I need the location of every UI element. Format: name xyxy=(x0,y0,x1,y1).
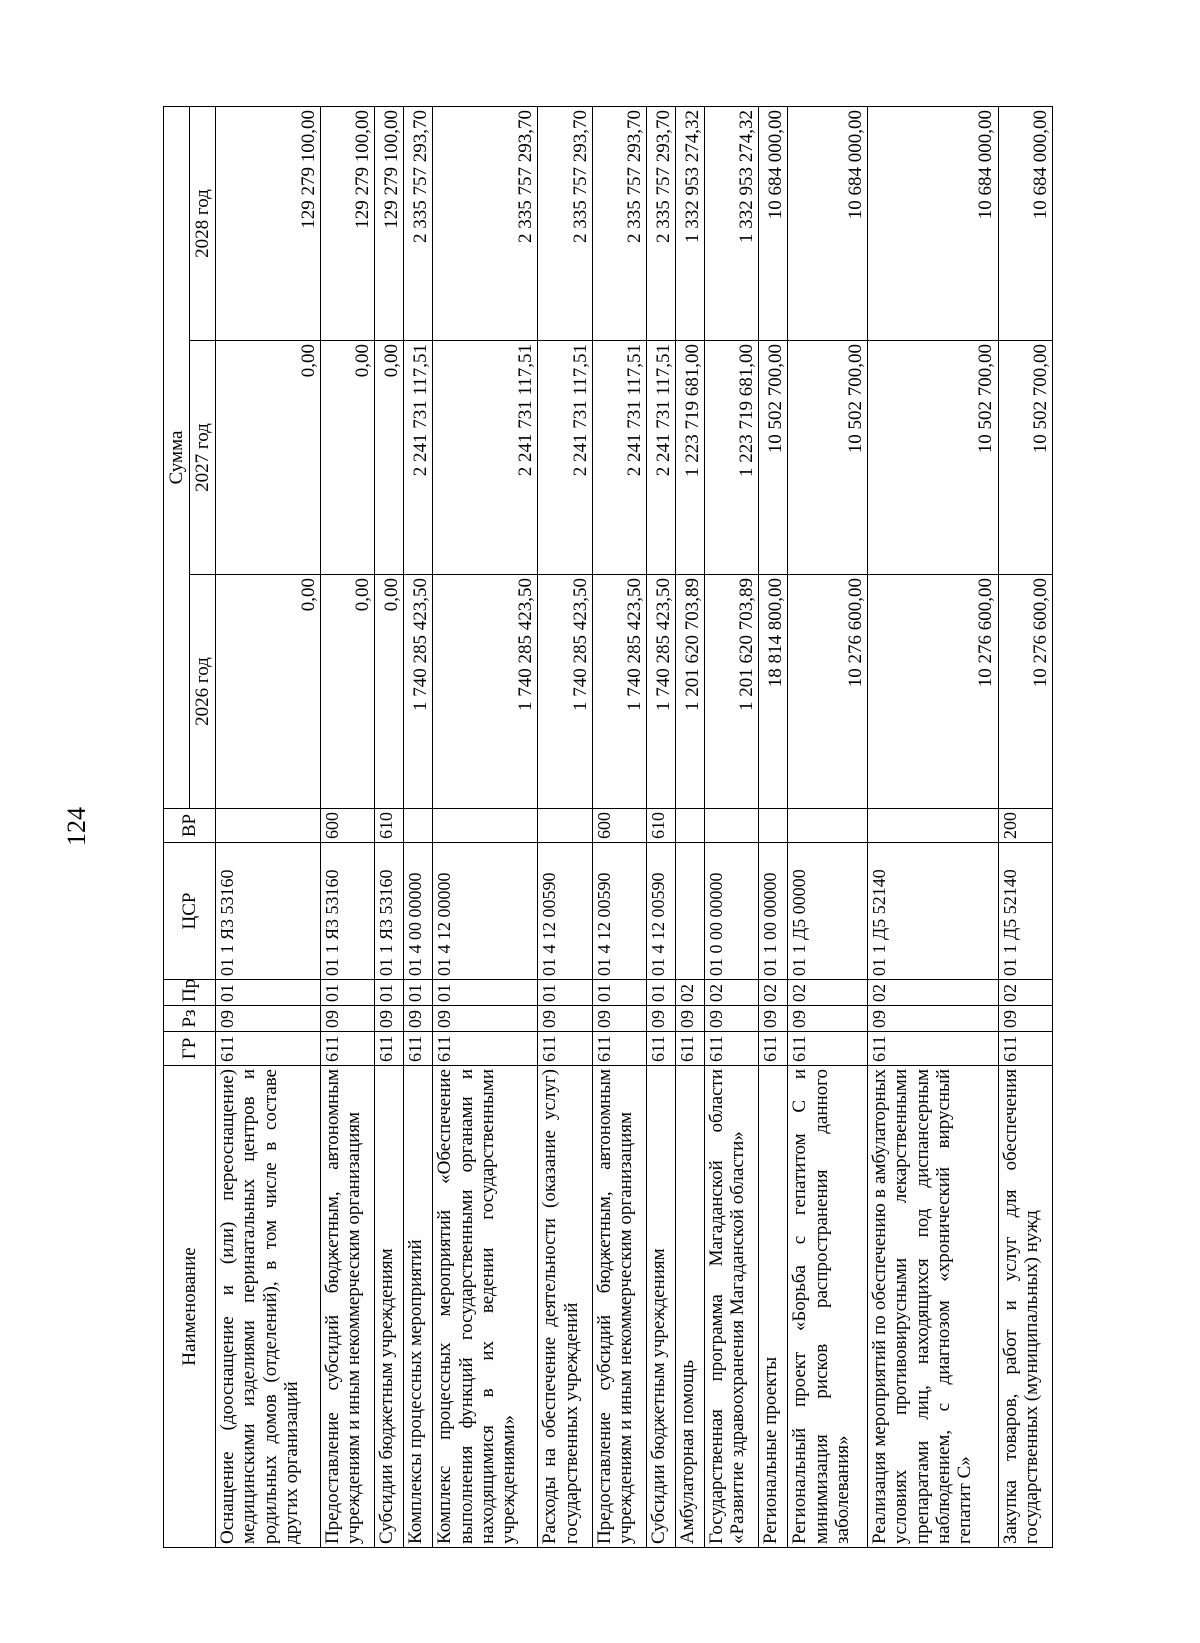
row-rz: 09 xyxy=(216,1006,321,1032)
row-2026: 0,00 xyxy=(321,575,375,809)
row-csr: 01 4 12 00000 xyxy=(433,843,538,980)
row-2026: 0,00 xyxy=(216,575,321,809)
row-2026: 1 740 285 423,50 xyxy=(538,575,592,809)
row-2028: 10 684 000,00 xyxy=(788,106,868,340)
row-2028: 129 279 100,00 xyxy=(321,106,375,340)
row-gr: 611 xyxy=(676,1032,705,1066)
row-name: Расходы на обеспечение деятельности (оказание услуг) государственных учреждений xyxy=(538,1066,592,1548)
row-rz: 09 xyxy=(788,1006,868,1032)
row-2026: 1 740 285 423,50 xyxy=(404,575,433,809)
row-vr: 200 xyxy=(998,809,1052,843)
row-csr: 01 4 12 00590 xyxy=(538,843,592,980)
row-2026: 1 740 285 423,50 xyxy=(433,575,538,809)
row-csr: 01 4 12 00590 xyxy=(647,843,676,980)
row-2026: 10 276 600,00 xyxy=(868,575,998,809)
row-csr: 01 1 Я3 53160 xyxy=(216,843,321,980)
row-rz: 09 xyxy=(676,1006,705,1032)
row-pr: 01 xyxy=(647,980,676,1006)
row-2027: 10 502 700,00 xyxy=(788,341,868,575)
row-name: Субсидии бюджетным учреждениям xyxy=(647,1066,676,1548)
row-2028: 2 335 757 293,70 xyxy=(592,106,646,340)
row-name: Региональный проект «Борьба с гепатитом С и минимизация рисков распространения данного заболевания» xyxy=(788,1066,868,1548)
header-2026: 2026 год xyxy=(190,575,216,809)
row-vr xyxy=(705,809,759,843)
row-vr xyxy=(759,809,788,843)
row-2027: 1 223 719 681,00 xyxy=(705,341,759,575)
row-2026: 18 814 800,00 xyxy=(759,575,788,809)
budget-table xyxy=(163,106,1053,1548)
table-row xyxy=(321,106,375,1547)
row-gr: 611 xyxy=(998,1032,1052,1066)
table-row xyxy=(998,106,1052,1547)
row-pr: 02 xyxy=(676,980,705,1006)
row-name: Предоставление субсидий бюджетным, автономным учреждениям и иным некоммерческим организациям xyxy=(592,1066,646,1548)
row-gr: 611 xyxy=(868,1032,998,1066)
row-gr: 611 xyxy=(375,1032,404,1066)
row-vr xyxy=(433,809,538,843)
row-rz: 09 xyxy=(759,1006,788,1032)
row-gr: 611 xyxy=(321,1032,375,1066)
table-row xyxy=(538,106,592,1547)
row-pr: 02 xyxy=(868,980,998,1006)
table-row xyxy=(676,106,705,1547)
header-vr: ВР xyxy=(164,809,216,843)
row-2027: 2 241 731 117,51 xyxy=(592,341,646,575)
row-name: Комплекс процессных мероприятий «Обеспечение выполнения функций государственными органами и находящимися в их ведении государственными учреждениями» xyxy=(433,1066,538,1548)
row-2027: 2 241 731 117,51 xyxy=(647,341,676,575)
row-name: Субсидии бюджетным учреждениям xyxy=(375,1066,404,1548)
row-2027: 2 241 731 117,51 xyxy=(538,341,592,575)
row-vr: 600 xyxy=(592,809,646,843)
row-name: Комплексы процессных мероприятий xyxy=(404,1066,433,1548)
row-2027: 10 502 700,00 xyxy=(998,341,1052,575)
row-gr: 611 xyxy=(433,1032,538,1066)
row-rz: 09 xyxy=(868,1006,998,1032)
row-vr xyxy=(788,809,868,843)
header-2027: 2027 год xyxy=(190,341,216,575)
row-pr: 02 xyxy=(788,980,868,1006)
row-name: Региональные проекты xyxy=(759,1066,788,1548)
row-2028: 2 335 757 293,70 xyxy=(433,106,538,340)
row-2028: 2 335 757 293,70 xyxy=(538,106,592,340)
row-name: Амбулаторная помощь xyxy=(676,1066,705,1548)
row-2028: 1 332 953 274,32 xyxy=(705,106,759,340)
row-2027: 2 241 731 117,51 xyxy=(404,341,433,575)
header-gr: ГР xyxy=(164,1032,216,1066)
row-pr: 02 xyxy=(998,980,1052,1006)
row-vr: 610 xyxy=(647,809,676,843)
row-pr: 01 xyxy=(216,980,321,1006)
row-2027: 0,00 xyxy=(375,341,404,575)
row-2028: 10 684 000,00 xyxy=(759,106,788,340)
row-gr: 611 xyxy=(216,1032,321,1066)
row-csr xyxy=(676,843,705,980)
row-2028: 1 332 953 274,32 xyxy=(676,106,705,340)
row-rz: 09 xyxy=(705,1006,759,1032)
row-2028: 10 684 000,00 xyxy=(998,106,1052,340)
row-rz: 09 xyxy=(375,1006,404,1032)
row-2027: 2 241 731 117,51 xyxy=(433,341,538,575)
row-2026: 1 740 285 423,50 xyxy=(592,575,646,809)
row-pr: 02 xyxy=(759,980,788,1006)
row-vr xyxy=(676,809,705,843)
table-row xyxy=(216,106,321,1547)
header-2028: 2028 год xyxy=(190,106,216,340)
row-csr: 01 1 Д5 52140 xyxy=(868,843,998,980)
table-row xyxy=(788,106,868,1547)
header-csr: ЦСР xyxy=(164,843,216,980)
table-row xyxy=(759,106,788,1547)
row-rz: 09 xyxy=(433,1006,538,1032)
row-pr: 02 xyxy=(705,980,759,1006)
row-2028: 129 279 100,00 xyxy=(375,106,404,340)
table-row xyxy=(404,106,433,1547)
row-2027: 10 502 700,00 xyxy=(759,341,788,575)
row-name: Реализация мероприятий по обеспечению в амбулаторных условиях противовирусными лекарственными препаратами лиц, находящихся под диспансерным наблюдением, с диагнозом «хронический вирусный гепатит С» xyxy=(868,1066,998,1548)
row-csr: 01 4 12 00590 xyxy=(592,843,646,980)
row-gr: 611 xyxy=(759,1032,788,1066)
header-pr: Пр xyxy=(164,980,216,1006)
row-2027: 10 502 700,00 xyxy=(868,341,998,575)
row-2026: 10 276 600,00 xyxy=(998,575,1052,809)
row-2028: 10 684 000,00 xyxy=(868,106,998,340)
row-gr: 611 xyxy=(647,1032,676,1066)
table-row xyxy=(705,106,759,1547)
row-pr: 01 xyxy=(538,980,592,1006)
row-gr: 611 xyxy=(538,1032,592,1066)
row-pr: 01 xyxy=(592,980,646,1006)
row-2028: 129 279 100,00 xyxy=(216,106,321,340)
row-2026: 1 201 620 703,89 xyxy=(676,575,705,809)
row-csr: 01 1 00 00000 xyxy=(759,843,788,980)
row-pr: 01 xyxy=(375,980,404,1006)
row-csr: 01 1 Я3 53160 xyxy=(321,843,375,980)
row-rz: 09 xyxy=(538,1006,592,1032)
row-2026: 10 276 600,00 xyxy=(788,575,868,809)
row-vr: 610 xyxy=(375,809,404,843)
row-2028: 2 335 757 293,70 xyxy=(647,106,676,340)
row-2026: 0,00 xyxy=(375,575,404,809)
row-2028: 2 335 757 293,70 xyxy=(404,106,433,340)
header-sum: Сумма xyxy=(164,106,190,808)
row-2027: 0,00 xyxy=(321,341,375,575)
row-rz: 09 xyxy=(998,1006,1052,1032)
row-name: Закупка товаров, работ и услуг для обеспечения государственных (муниципальных) нужд xyxy=(998,1066,1052,1548)
table-row xyxy=(433,106,538,1547)
row-2027: 0,00 xyxy=(216,341,321,575)
row-name: Государственная программа Магаданской области «Развитие здравоохранения Магаданской области» xyxy=(705,1066,759,1548)
row-csr: 01 1 Д5 00000 xyxy=(788,843,868,980)
row-csr: 01 1 Д5 52140 xyxy=(998,843,1052,980)
row-rz: 09 xyxy=(321,1006,375,1032)
row-pr: 01 xyxy=(321,980,375,1006)
row-vr xyxy=(538,809,592,843)
row-gr: 611 xyxy=(592,1032,646,1066)
row-csr: 01 1 Я3 53160 xyxy=(375,843,404,980)
row-csr: 01 0 00 00000 xyxy=(705,843,759,980)
row-vr xyxy=(216,809,321,843)
row-name: Предоставление субсидий бюджетным, автономным учреждениям и иным некоммерческим организациям xyxy=(321,1066,375,1548)
row-vr: 600 xyxy=(321,809,375,843)
row-rz: 09 xyxy=(647,1006,676,1032)
row-gr: 611 xyxy=(404,1032,433,1066)
header-name: Наименование xyxy=(164,1066,216,1548)
table-row xyxy=(592,106,646,1547)
row-2027: 1 223 719 681,00 xyxy=(676,341,705,575)
row-gr: 611 xyxy=(788,1032,868,1066)
header-rz: Рз xyxy=(164,1006,216,1032)
row-pr: 01 xyxy=(433,980,538,1006)
row-gr: 611 xyxy=(705,1032,759,1066)
row-name: Оснащение (дооснащение и (или) переоснащение) медицинскими изделиями перинатальных центров и родильных домов (отделений), в том числе в составе других организаций xyxy=(216,1066,321,1548)
row-csr: 01 4 00 00000 xyxy=(404,843,433,980)
budget-table-container xyxy=(163,106,1053,1548)
row-rz: 09 xyxy=(404,1006,433,1032)
table-row xyxy=(868,106,998,1547)
row-rz: 09 xyxy=(592,1006,646,1032)
row-2026: 1 201 620 703,89 xyxy=(705,575,759,809)
page-number: 124 xyxy=(62,807,91,846)
row-2026: 1 740 285 423,50 xyxy=(647,575,676,809)
row-vr xyxy=(868,809,998,843)
row-vr xyxy=(404,809,433,843)
table-row xyxy=(375,106,404,1547)
row-pr: 01 xyxy=(404,980,433,1006)
table-row xyxy=(647,106,676,1547)
